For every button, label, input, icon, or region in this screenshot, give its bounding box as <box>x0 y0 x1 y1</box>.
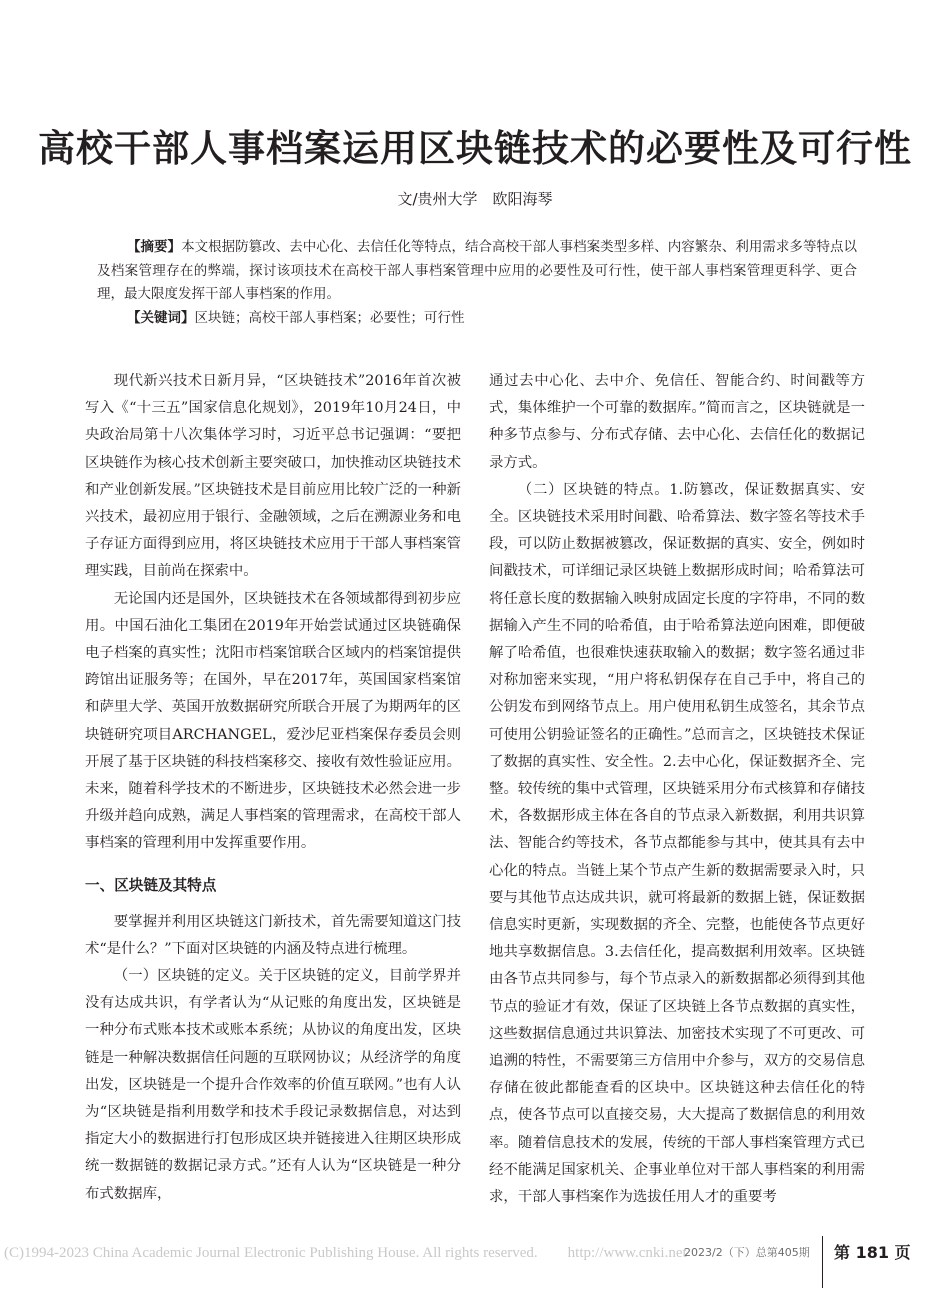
keywords-label: 【关键词】 <box>127 309 195 326</box>
page-number: 第 181 页 <box>834 1243 911 1262</box>
keywords-paragraph <box>97 307 857 331</box>
abstract-text: 本文根据防篡改、去中心化、去信任化等特点，结合高校干部人事档案类型多样、内容繁杂、利用需求多等特点以及档案管理存在的弊端，探讨该项技术在高校干部人事档案管理中应用的必要性及可行性，使干部人事档案管理更科学、更合理，最大限度发挥干部人事档案的作用。 <box>97 239 858 302</box>
copyright-watermark: (C)1994-2023 China Academic Journal Electronic Publishing House. All rights reserved. http://www.cnki.net <box>4 1245 687 1261</box>
abstract-paragraph <box>97 236 857 307</box>
body-paragraph: （一）区块链的定义。关于区块链的定义，目前学界并没有达成共识，有学者认为“从记账的角度出发，区块链是一种分布式账本技术或账本系统；从协议的角度出发，区块链是一种解决数据信任问题的互联网协议；从经济学的角度出发，区块链是一个提升合作效率的价值互联网。”也有人认为“区块链是指利用数学和技术手段记录数据信息，对达到指定大小的数据进行打包形成区块并链接进入往期区块形成统一数据链的数据记录方式。”还有人认为“区块链是一种分布式数据库， <box>85 968 461 1202</box>
body-paragraph: 现代新兴技术日新月异，“区块链技术”2016年首次被写入《“十三五”国家信息化规划》，2019年10月24日，中央政治局第十八次集体学习时，习近平总书记强调：“要把区块链作为核心技术创新主要突破口，加快推动区块链技术和产业创新发展。”区块链技术是目前应用比较广泛的一种新兴技术，最初应用于银行、金融领域，之后在溯源业务和电子存证方面得到应用，将区块链技术应用于干部人事档案管理实践，目前尚在探索中。 <box>85 373 461 580</box>
abstract-block <box>97 236 857 330</box>
article-title: 高校干部人事档案运用区块链技术的必要性及可行性 <box>38 126 912 170</box>
left-column <box>85 368 461 1208</box>
abstract-label: 【摘要】 <box>127 239 182 255</box>
body-paragraph: 无论国内还是国外，区块链技术在各领域都得到初步应用。中国石油化工集团在2019年开始尝试通过区块链确保电子档案的真实性；沈阳市档案馆联合区域内的档案馆提供跨馆出证服务等；在国外，早在2017年，英国国家档案馆和萨里大学、英国开放数据研究所联合开展了为期两年的区块链研究项目ARCHANGEL，爱沙尼亚档案保存委员会则开展了基于区块链的科技档案移交、接收有效性验证应用。未来，随着科学技术的不断进步，区块链技术必然会进一步升级并趋向成熟，满足人事档案的管理需求，在高校干部人事档案的管理利用中发挥重要作用。 <box>85 590 461 852</box>
body-paragraph: （二）区块链的特点。1.防篡改，保证数据真实、安全。区块链技术采用时间戳、哈希算法、数字签名等技术手段，可以防止数据被篡改，保证数据的真实、安全，例如时间戳技术，可详细记录区块链上数据形成时间；哈希算法可将任意长度的数据输入映射成固定长度的字符串，不同的数据输入产生不同的哈希值，由于哈希算法逆向困难，即便破解了哈希值，也很难快速获取输入的数据；数字签名通过非对称加密来实现，“用户将私钥保存在自己手中，将自己的公钥发布到网络节点上。用户使用私钥生成签名，其余节点可使用公钥验证签名的正确性。”总而言之，区块链技术保证了数据的真实性、安全性。2.去中心化，保证数据齐全、完整。较传统的集中式管理，区块链采用分布式核算和存储技术，各数据形成主体在各自的节点录入新数据，利用共识算法、智能合约等技术，各节点都能参与其中，使其具有去中心化的特点。当链上某个节点产生新的数据需要录入时，只要与其他节点达成共识，就可将最新的数据上链，保证数据信息实时更新，实现数据的齐全、完整，也能使各节点更好地共享数据信息。3.去信任化，提高数据利用效率。区块链由各节点共同参与，每个节点录入的新数据都必须得到其他节点的验证才有效，保证了区块链上各节点数据的真实性，这些数据信息通过共识算法、加密技术实现了不可更改、可追溯的特性，不需要第三方信用中介参与，双方的交易信息存储在彼此都能查看的区块中。区块链这种去信任化的特点，使各节点可以直接交易，大大提高了数据信息的利用效率。随着信息技术的发展，传统的干部人事档案管理方式已经不能满足国家机关、企事业单位对干部人事档案的利用需求，干部人事档案作为选拔任用人才的重要考 <box>489 481 865 1206</box>
right-column <box>489 368 865 1211</box>
article-author: 文/贵州大学 欧阳海琴 <box>397 190 553 208</box>
issue-date: 2023/2（下）总第405期 <box>684 1246 810 1259</box>
footer-divider <box>822 1236 823 1288</box>
body-paragraph: 通过去中心化、去中介、免信任、智能合约、时间戳等方式，集体维护一个可靠的数据库。”简而言之，区块链就是一种多节点参与、分布式存储、去中心化、去信任化的数据记录方式。 <box>489 373 865 471</box>
keywords-text: 区块链；高校干部人事档案；必要性；可行性 <box>194 309 465 326</box>
section-heading: 一、区块链及其特点 <box>85 876 217 894</box>
body-paragraph: 要掌握并利用区块链这门新技术，首先需要知道这门技术“是什么？”下面对区块链的内涵及特点进行梳理。 <box>85 913 461 957</box>
